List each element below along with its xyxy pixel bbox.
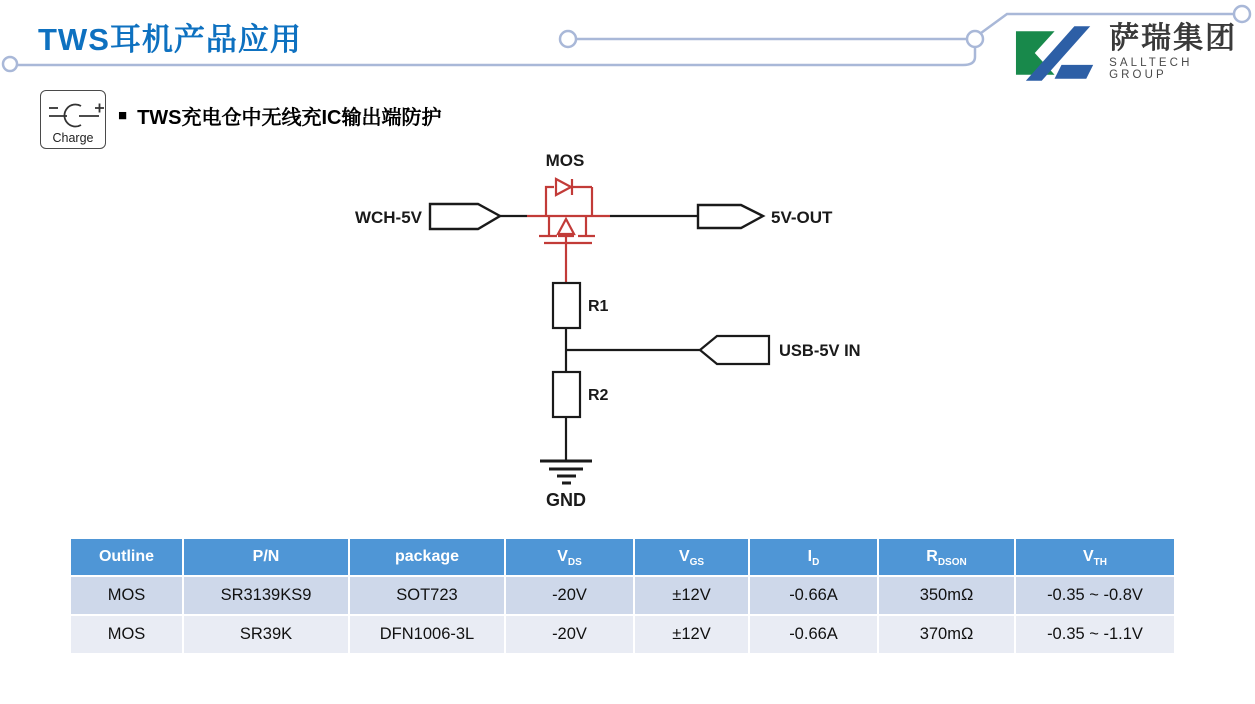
logo-name-cn: 萨瑞集团 [1109, 22, 1238, 55]
logo-name-en: SALLTECH GROUP [1109, 57, 1193, 81]
logo-blue-dash [1055, 65, 1094, 79]
table-cell: -0.66A [750, 577, 877, 614]
charge-label: Charge [52, 131, 94, 145]
col-header-package: package [350, 539, 504, 575]
table-cell: MOS [71, 577, 182, 614]
usb-net-tag [700, 336, 769, 364]
decor-node-right [1234, 6, 1250, 22]
table-cell: MOS [71, 616, 182, 653]
table-cell: SOT723 [350, 577, 504, 614]
col-header-rdson: R DSON [879, 539, 1014, 575]
mosfet-symbol [527, 179, 610, 283]
decor-bottom-trace [17, 47, 975, 65]
col-header-id: I D [750, 539, 877, 575]
table-cell: -20V [506, 616, 633, 653]
col-header-vds: V DS [506, 539, 633, 575]
gnd-label: GND [546, 490, 586, 510]
table-cell: DFN1006-3L [350, 616, 504, 653]
table-cell: ±12V [635, 616, 748, 653]
table-cell: SR39K [184, 616, 348, 653]
usb-net-label: USB-5V IN [779, 342, 861, 360]
col-header-outline: Outline [71, 539, 182, 575]
table-cell: 350mΩ [879, 577, 1014, 614]
output-net-tag [698, 205, 763, 228]
input-net-tag [430, 204, 500, 229]
wires-black [500, 216, 700, 460]
col-header-vgs: V GS [635, 539, 748, 575]
page-title: TWS耳机产品应用 [38, 22, 302, 57]
col-header-vth: V TH [1016, 539, 1174, 575]
input-net-label: WCH-5V [354, 208, 422, 227]
spec-table [71, 539, 1174, 653]
bullet-square-icon: ■ [118, 106, 128, 124]
decor-node-junction [967, 31, 983, 47]
circuit-schematic [355, 151, 861, 510]
table-cell: -0.35 ~ -1.1V [1016, 616, 1174, 653]
table-cell: -20V [506, 577, 633, 614]
company-logo-icon [1012, 26, 1101, 81]
company-logo [1012, 22, 1255, 81]
charge-icon-box [40, 90, 106, 149]
resistor-r2 [553, 372, 580, 417]
table-cell: SR3139KS9 [184, 577, 348, 614]
decor-node-left [3, 57, 17, 71]
output-net-label: 5V-OUT [771, 208, 833, 227]
section-heading-text: TWS充电仓中无线充IC输出端防护 [137, 107, 442, 129]
r2-label: R2 [588, 387, 609, 404]
charge-source-icon [41, 93, 107, 129]
table-cell: ±12V [635, 577, 748, 614]
table-cell: -0.66A [750, 616, 877, 653]
table-cell: 370mΩ [879, 616, 1014, 653]
mos-label: MOS [545, 151, 585, 170]
section-heading [118, 101, 442, 130]
table-cell: -0.35 ~ -0.8V [1016, 577, 1174, 614]
r1-label: R1 [588, 298, 609, 315]
col-header-pn: P/N [184, 539, 348, 575]
bulk-arrow [558, 219, 574, 234]
gnd-symbol [540, 461, 592, 483]
resistor-r1 [553, 283, 580, 328]
decor-node-mid [560, 31, 576, 47]
body-diode [556, 179, 571, 195]
